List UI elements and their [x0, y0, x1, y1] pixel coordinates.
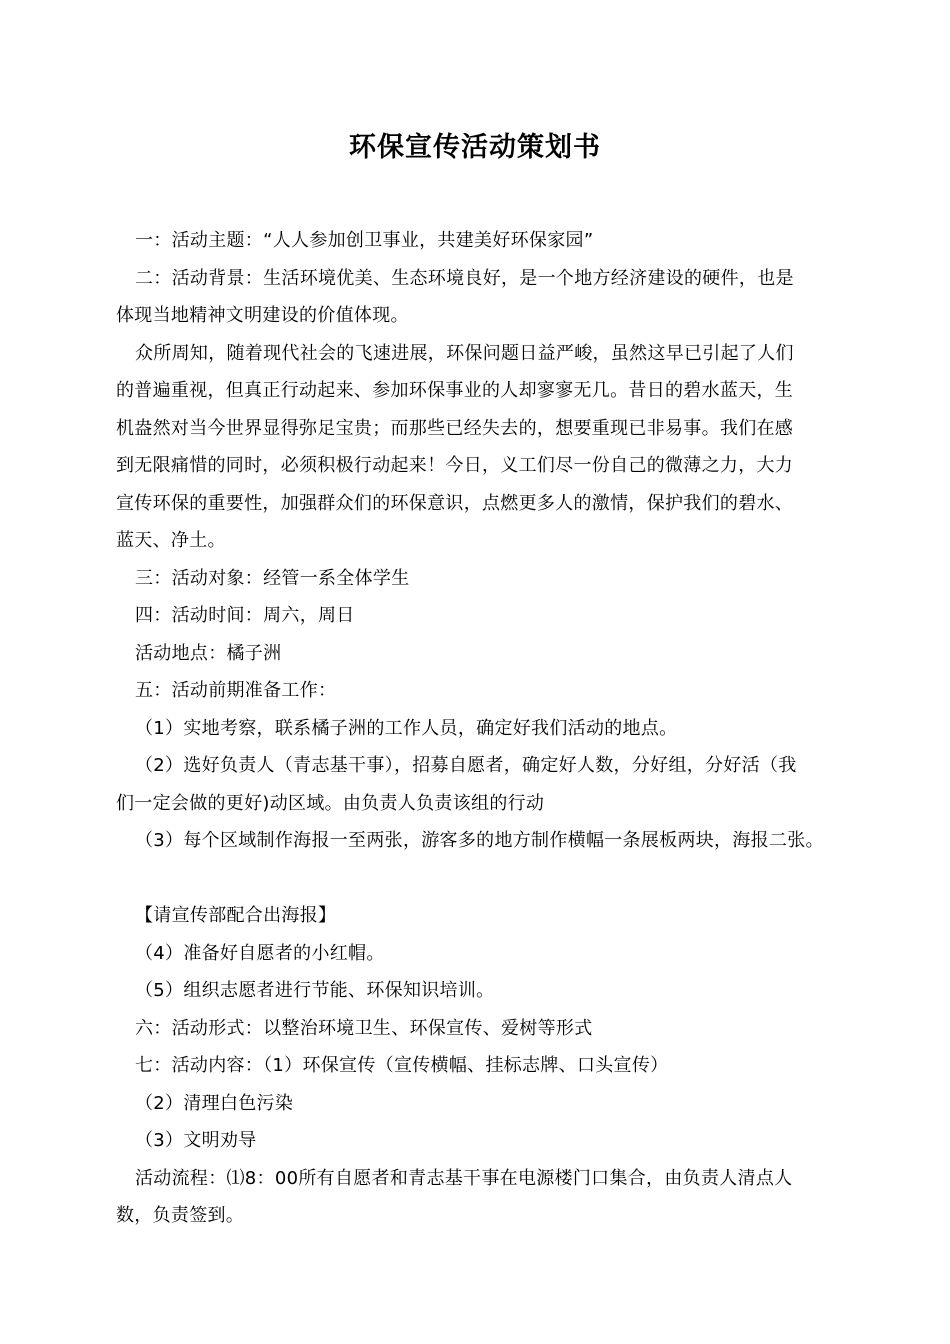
paragraph-line-location: 活动地点：橘子洲: [135, 642, 282, 664]
paragraph-line-theme: 一：活动主题：“人人参加创卫事业，共建美好环保家园”: [135, 230, 594, 251]
paragraph-line-prep-2b: 们一定会做的更好)动区域。由负责人负责该组的行动: [116, 792, 545, 814]
paragraph-line-prep-4: （4）准备好自愿者的小红帽。: [135, 942, 385, 964]
document-body: [116, 222, 842, 1235]
paragraph-line-format: 六：活动形式：以整治环境卫生、环保宣传、爱树等形式: [135, 1017, 593, 1039]
paragraph-line-audience: 三：活动对象：经管一系全体学生: [135, 567, 410, 589]
paragraph-line-context-6: 蓝天、净土。: [116, 530, 226, 551]
paragraph-line-prep-3: （3）每个区域制作海报一至两张，游客多的地方制作横幅一条展板两块，海报二张。: [135, 830, 824, 851]
paragraph-line-context-5: 宣传环保的重要性，加强群众们的环保意识，点燃更多人的激情，保护我们的碧水、: [116, 492, 794, 514]
paragraph-line-preparation: 五：活动前期准备工作：: [135, 680, 337, 701]
paragraph-line-prep-1: （1）实地考察，联系橘子洲的工作人员，确定好我们活动的地点。: [135, 717, 678, 739]
document-title: 环保宣传活动策划书: [349, 132, 601, 163]
paragraph-line-process-1: 活动流程：⑴8：00所有自愿者和青志基干事在电源楼门口集合，由负责人清点人: [135, 1167, 793, 1189]
paragraph-line-prep-5: （5）组织志愿者进行节能、环保知识培训。: [135, 980, 495, 1001]
blank-line: [116, 860, 842, 898]
paragraph-line-prep-2a: （2）选好负责人（青志基干事），招募自愿者，确定好人数，分好组，分好活（我: [135, 755, 797, 776]
paragraph-line-poster-note: 【请宣传部配合出海报】: [135, 905, 337, 926]
paragraph-line-time: 四：活动时间：周六，周日: [135, 605, 355, 626]
paragraph-line-process-2: 数，负责签到。: [116, 1205, 245, 1226]
paragraph-line-context-1: 众所周知，随着现代社会的飞速进展，环保问题日益严峻，虽然这早已引起了人们: [135, 342, 794, 364]
paragraph-line-context-2: 的普遍重视，但真正行动起来、参加环保事业的人却寥寥无几。昔日的碧水蓝天，生: [116, 380, 794, 401]
paragraph-line-content-1: 七：活动内容：（1）环保宣传（宣传横幅、挂标志牌、口头宣传）: [135, 1055, 669, 1076]
paragraph-line-content-3: （3）文明劝导: [135, 1130, 257, 1151]
paragraph-line-context-4: 到无限痛惜的同时，必须积极行动起来！今日，义工们尽一份自己的微薄之力，大力: [116, 455, 794, 476]
paragraph-line-context-3: 机盎然对当今世界显得弥足宝贵；而那些已经失去的，想要重现已非易事。我们在感: [116, 417, 794, 439]
paragraph-line-background-1: 二：活动背景：生活环境优美、生态环境良好，是一个地方经济建设的硬件，也是: [135, 267, 794, 289]
paragraph-line-content-2: （2）清理白色污染: [135, 1092, 294, 1114]
paragraph-line-background-2: 体现当地精神文明建设的价值体现。: [116, 305, 409, 326]
